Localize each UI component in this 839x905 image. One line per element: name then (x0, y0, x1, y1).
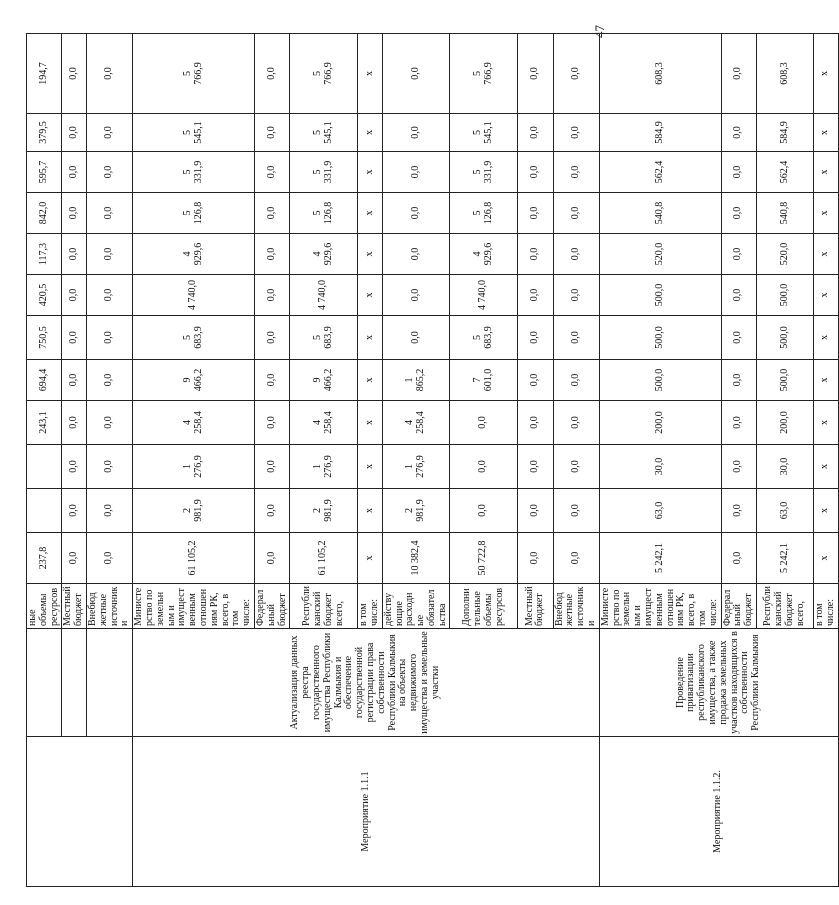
row-label: Министерство по земельным и имущественным отношениям РК, всего, в том числе: (133, 584, 255, 629)
row-label: Министерство по земельным и имущественным отношениям РК, всего, в том числе: (599, 584, 721, 629)
value-cell: 63,0 (757, 489, 814, 533)
value-cell: x (358, 360, 383, 401)
value-cell: x (358, 489, 383, 533)
table-row (133, 34, 255, 887)
value-cell: 0,0 (86, 360, 132, 401)
value-cell: 0,0 (86, 489, 132, 533)
value-cell: 2 981,9 (133, 489, 255, 533)
blank-cell (27, 629, 62, 737)
value-cell: 5 126,8 (133, 193, 255, 234)
value-cell: 0,0 (382, 275, 450, 316)
value-cell: 500,0 (599, 275, 721, 316)
value-cell: 379,5 (27, 114, 62, 152)
value-cell: x (813, 275, 838, 316)
value-cell: x (813, 445, 838, 489)
value-cell: 0,0 (518, 533, 553, 584)
value-cell: 0,0 (382, 152, 450, 193)
value-cell: 5 683,9 (133, 316, 255, 360)
value-cell: 0,0 (62, 193, 87, 234)
value-cell: 0,0 (382, 114, 450, 152)
value-cell: 0,0 (62, 275, 87, 316)
value-cell: 7 601,0 (450, 360, 518, 401)
value-cell: 0,0 (721, 360, 756, 401)
value-cell: x (358, 275, 383, 316)
measure-code: Мероприятие 1.1.1 (133, 737, 600, 887)
value-cell: 0,0 (86, 533, 132, 584)
value-cell: x (813, 401, 838, 445)
value-cell: 520,0 (599, 234, 721, 275)
value-cell: 608,3 (757, 34, 814, 114)
value-cell: 0,0 (62, 445, 87, 489)
value-cell: 0,0 (62, 316, 87, 360)
value-cell: 500,0 (757, 360, 814, 401)
value-cell: 842,0 (27, 193, 62, 234)
value-cell: 0,0 (721, 401, 756, 445)
value-cell: 1 276,9 (382, 445, 450, 489)
value-cell: 420,5 (27, 275, 62, 316)
value-cell: 5 331,9 (133, 152, 255, 193)
row-label: Местный бюджет (62, 584, 87, 629)
value-cell: x (813, 316, 838, 360)
value-cell: 0,0 (254, 34, 289, 114)
value-cell: 5 126,8 (290, 193, 358, 234)
value-cell: 0,0 (553, 489, 599, 533)
value-cell: 0,0 (62, 401, 87, 445)
value-cell: 0,0 (254, 489, 289, 533)
value-cell: x (813, 489, 838, 533)
value-cell: 0,0 (62, 34, 87, 114)
value-cell: 4 929,6 (290, 234, 358, 275)
value-cell: 5 683,9 (290, 316, 358, 360)
value-cell: 0,0 (86, 152, 132, 193)
value-cell (27, 445, 62, 489)
value-cell: 0,0 (553, 193, 599, 234)
value-cell: 5 331,9 (450, 152, 518, 193)
value-cell: 0,0 (721, 275, 756, 316)
value-cell: 0,0 (518, 152, 553, 193)
value-cell: 5 242,1 (599, 533, 721, 584)
value-cell: 2 981,9 (290, 489, 358, 533)
value-cell: x (813, 34, 838, 114)
value-cell: 0,0 (382, 234, 450, 275)
value-cell: 562,4 (599, 152, 721, 193)
value-cell: 0,0 (86, 316, 132, 360)
value-cell: 200,0 (757, 401, 814, 445)
value-cell: 0,0 (382, 34, 450, 114)
table-row (599, 34, 721, 887)
value-cell: 0,0 (518, 234, 553, 275)
value-cell: 1 276,9 (133, 445, 255, 489)
value-cell: 200,0 (599, 401, 721, 445)
value-cell: 5 545,1 (133, 114, 255, 152)
value-cell: 194,7 (27, 34, 62, 114)
value-cell: 10 382,4 (382, 533, 450, 584)
value-cell: 0,0 (382, 193, 450, 234)
value-cell: 0,0 (553, 316, 599, 360)
value-cell: 500,0 (599, 316, 721, 360)
row-label: Федеральный бюджет (254, 584, 289, 629)
value-cell: 0,0 (721, 193, 756, 234)
value-cell: 520,0 (757, 234, 814, 275)
row-label: Федеральный бюджет (721, 584, 756, 629)
row-label: Республиканский бюджет всего, (757, 584, 814, 629)
value-cell: 63,0 (599, 489, 721, 533)
value-cell: 5 545,1 (450, 114, 518, 152)
value-cell: 0,0 (518, 445, 553, 489)
budget-table (26, 33, 839, 887)
value-cell: 0,0 (553, 234, 599, 275)
value-cell: 0,0 (62, 360, 87, 401)
value-cell: 0,0 (86, 401, 132, 445)
value-cell: 5 126,8 (450, 193, 518, 234)
measure-name: Актуализация данных реестра государственного имущества Республики Калмыкия и обеспечение государственной регистрации права собственности Республики Калмыкия на объекты недвижимого имущества и земельные участки (133, 629, 600, 737)
value-cell: 500,0 (599, 360, 721, 401)
value-cell: x (358, 193, 383, 234)
value-cell: 0,0 (62, 234, 87, 275)
value-cell: 0,0 (86, 114, 132, 152)
value-cell: 0,0 (62, 114, 87, 152)
value-cell: x (358, 533, 383, 584)
value-cell: 584,9 (757, 114, 814, 152)
value-cell: 0,0 (721, 316, 756, 360)
row-label: Внебюджетные источники (86, 584, 132, 629)
value-cell: 0,0 (254, 316, 289, 360)
value-cell: 0,0 (62, 152, 87, 193)
value-cell: x (813, 114, 838, 152)
value-cell: 0,0 (553, 114, 599, 152)
value-cell: x (813, 193, 838, 234)
value-cell: 0,0 (86, 34, 132, 114)
value-cell: x (358, 401, 383, 445)
value-cell: 0,0 (721, 445, 756, 489)
value-cell: 4 740,0 (290, 275, 358, 316)
table-row (27, 34, 62, 887)
value-cell: 0,0 (553, 401, 599, 445)
row-label: в том числе: (358, 584, 383, 629)
value-cell: 0,0 (518, 193, 553, 234)
row-label: Внебюджетные источники (553, 584, 599, 629)
value-cell: 0,0 (721, 34, 756, 114)
value-cell: x (813, 360, 838, 401)
blank-cell (27, 737, 133, 887)
value-cell: 61 105,2 (290, 533, 358, 584)
value-cell: 5 766,9 (450, 34, 518, 114)
value-cell: 5 766,9 (290, 34, 358, 114)
page-number: 47 (592, 25, 607, 38)
row-label: Республиканский бюджет всего, (290, 584, 358, 629)
value-cell: 0,0 (254, 193, 289, 234)
value-cell: 0,0 (553, 34, 599, 114)
value-cell: 50 722,8 (450, 533, 518, 584)
value-cell: 0,0 (518, 34, 553, 114)
value-cell: 4 258,4 (290, 401, 358, 445)
value-cell: x (358, 34, 383, 114)
value-cell: 4 740,0 (133, 275, 255, 316)
value-cell: x (813, 234, 838, 275)
value-cell: 0,0 (518, 316, 553, 360)
value-cell: 0,0 (254, 401, 289, 445)
value-cell: 0,0 (62, 533, 87, 584)
value-cell: 540,8 (599, 193, 721, 234)
value-cell: 0,0 (254, 114, 289, 152)
row-label: Местный бюджет (518, 584, 553, 629)
value-cell: 0,0 (450, 489, 518, 533)
value-cell: 0,0 (86, 275, 132, 316)
value-cell: x (358, 234, 383, 275)
row-label: Дополнительные объемы ресурсов (450, 584, 518, 629)
value-cell: 0,0 (553, 445, 599, 489)
value-cell: 237,8 (27, 533, 62, 584)
value-cell: 0,0 (518, 275, 553, 316)
value-cell: 0,0 (721, 489, 756, 533)
value-cell: 117,3 (27, 234, 62, 275)
value-cell: x (813, 152, 838, 193)
value-cell: x (813, 533, 838, 584)
value-cell: 0,0 (450, 445, 518, 489)
row-label: в том числе: (813, 584, 838, 629)
value-cell: 0,0 (254, 152, 289, 193)
value-cell: 584,9 (599, 114, 721, 152)
row-label: ные объемы ресурсов (27, 584, 62, 629)
rotated-table-area (26, 34, 836, 887)
value-cell: 0,0 (382, 316, 450, 360)
value-cell: 0,0 (518, 114, 553, 152)
value-cell: 5 766,9 (133, 34, 255, 114)
value-cell: 500,0 (757, 316, 814, 360)
value-cell: 0,0 (254, 445, 289, 489)
value-cell: 4 258,4 (382, 401, 450, 445)
value-cell: 0,0 (518, 489, 553, 533)
value-cell: 0,0 (553, 360, 599, 401)
value-cell: x (358, 114, 383, 152)
value-cell: 61 105,2 (133, 533, 255, 584)
value-cell: 0,0 (553, 152, 599, 193)
blank-cell (62, 629, 87, 737)
value-cell: 0,0 (62, 489, 87, 533)
value-cell: x (358, 445, 383, 489)
value-cell: 2 981,9 (382, 489, 450, 533)
value-cell: 1 276,9 (290, 445, 358, 489)
value-cell: 0,0 (553, 275, 599, 316)
value-cell: 0,0 (450, 401, 518, 445)
value-cell: 5 683,9 (450, 316, 518, 360)
value-cell: 9 466,2 (133, 360, 255, 401)
value-cell: 0,0 (254, 533, 289, 584)
value-cell: 0,0 (518, 401, 553, 445)
value-cell: 595,7 (27, 152, 62, 193)
value-cell: 5 545,1 (290, 114, 358, 152)
value-cell: 4 258,4 (133, 401, 255, 445)
value-cell: 540,8 (757, 193, 814, 234)
blank-cell (86, 629, 132, 737)
value-cell: 4 929,6 (450, 234, 518, 275)
measure-code: Мероприятие 1.1.2. (599, 737, 838, 887)
value-cell: 0,0 (86, 234, 132, 275)
value-cell: 4 929,6 (133, 234, 255, 275)
value-cell: 694,4 (27, 360, 62, 401)
row-label: действующие расходные обязательства (382, 584, 450, 629)
value-cell: 0,0 (721, 152, 756, 193)
value-cell: 5 331,9 (290, 152, 358, 193)
value-cell: 0,0 (254, 234, 289, 275)
value-cell: 4 740,0 (450, 275, 518, 316)
value-cell: 0,0 (254, 275, 289, 316)
value-cell: x (358, 152, 383, 193)
value-cell: x (358, 316, 383, 360)
value-cell (27, 489, 62, 533)
value-cell: 243,1 (27, 401, 62, 445)
value-cell: 0,0 (254, 360, 289, 401)
value-cell: 0,0 (518, 360, 553, 401)
value-cell: 1 865,2 (382, 360, 450, 401)
value-cell: 30,0 (599, 445, 721, 489)
value-cell: 750,5 (27, 316, 62, 360)
value-cell: 5 242,1 (757, 533, 814, 584)
value-cell: 562,4 (757, 152, 814, 193)
value-cell: 608,3 (599, 34, 721, 114)
value-cell: 9 466,2 (290, 360, 358, 401)
value-cell: 0,0 (721, 234, 756, 275)
value-cell: 30,0 (757, 445, 814, 489)
value-cell: 0,0 (721, 533, 756, 584)
value-cell: 0,0 (721, 114, 756, 152)
value-cell: 0,0 (86, 193, 132, 234)
value-cell: 500,0 (757, 275, 814, 316)
value-cell: 0,0 (86, 445, 132, 489)
measure-name: Проведение приватизации республиканского имущества, а также продажа земельных участков находящихся в собственности Республики Калмыкия (599, 629, 838, 737)
value-cell: 0,0 (553, 533, 599, 584)
